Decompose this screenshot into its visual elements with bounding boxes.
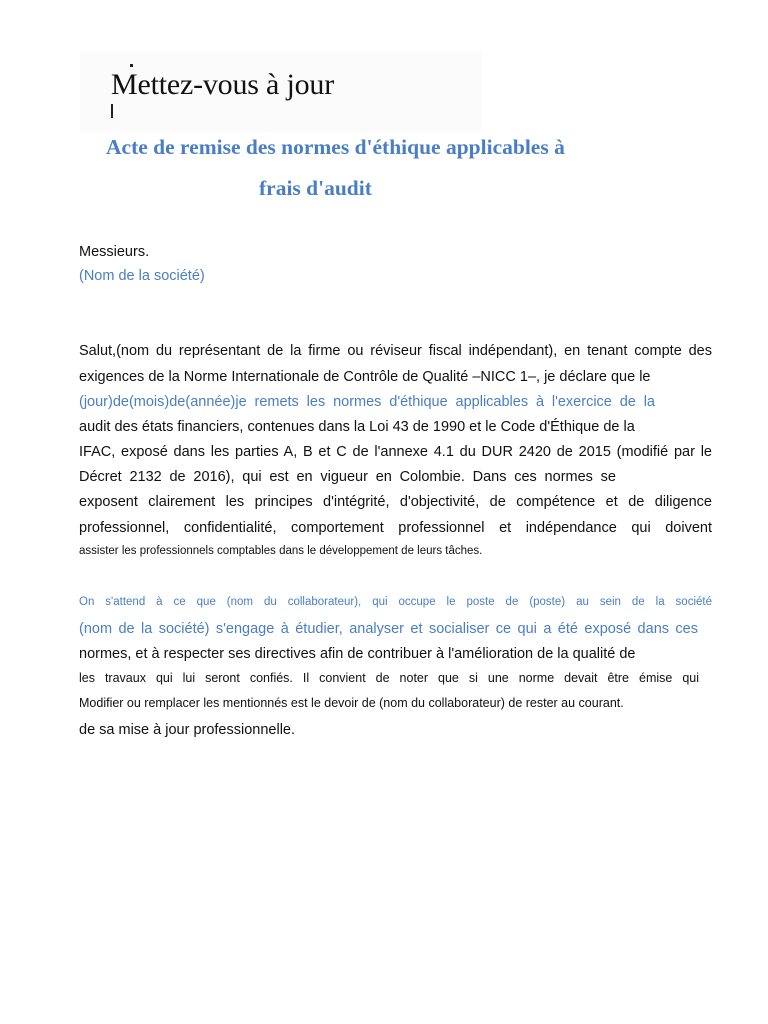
paragraph-2-line-blue: On s'attend à ce que (nom du collaborateur), qui occupe le poste de (poste) au sein de la société [79, 596, 712, 608]
paragraph-2-line: Modifier ou remplacer les mentionnés est le devoir de (nom du collaborateur) de rester au courant. [79, 696, 624, 710]
paragraph-1-line: audit des états financiers, contenues dans la Loi 43 de 1990 et le Code d'Éthique de la [79, 419, 635, 435]
paragraph-1-line: Décret 2132 de 2016), qui est en vigueur en Colombie. Dans ces normes se [79, 469, 616, 485]
paragraph-1-line: Salut,(nom du représentant de la firme ou réviseur fiscal indépendant), en tenant compte des [79, 343, 712, 359]
logo-mark-tick [111, 104, 113, 118]
company-placeholder: (Nom de la société) [79, 268, 205, 284]
paragraph-2-line-blue: (nom de la société) s'engage à étudier, analyser et socialiser ce qui a été exposé dans ces [79, 621, 698, 637]
paragraph-2-line: les travaux qui lui seront confiés. Il convient de noter que si une norme devait être émise qui [79, 671, 699, 685]
paragraph-1-line: IFAC, exposé dans les parties A, B et C de l'annexe 4.1 du DUR 2420 de 2015 (modifié par le [79, 444, 712, 460]
paragraph-1-line: professionnel, confidentialité, comportement professionnel et indépendance qui doivent [79, 520, 712, 536]
paragraph-2-line: normes, et à respecter ses directives afin de contribuer à l'amélioration de la qualité de [79, 646, 636, 662]
logo-mark-dot [130, 64, 133, 67]
paragraph-1-line: assister les professionnels comptables dans le développement de leurs tâches. [79, 545, 483, 557]
paragraph-1-line: exigences de la Norme Internationale de Contrôle de Qualité –NICC 1–, je déclare que le [79, 369, 651, 385]
logo-text: Mettez-vous à jour [111, 68, 334, 101]
document-title-line-2: frais d'audit [259, 176, 372, 200]
document-title-line-1: Acte de remise des normes d'éthique applicables à [106, 135, 565, 159]
greeting: Messieurs. [79, 244, 150, 260]
paragraph-1-line-date: (jour)de(mois)de(année)je remets les normes d'éthique applicables à l'exercice de la [79, 394, 655, 410]
paragraph-1-line: exposent clairement les principes d'intégrité, d'objectivité, de compétence et de diligence [79, 494, 712, 510]
paragraph-2-line: de sa mise à jour professionnelle. [79, 722, 296, 738]
